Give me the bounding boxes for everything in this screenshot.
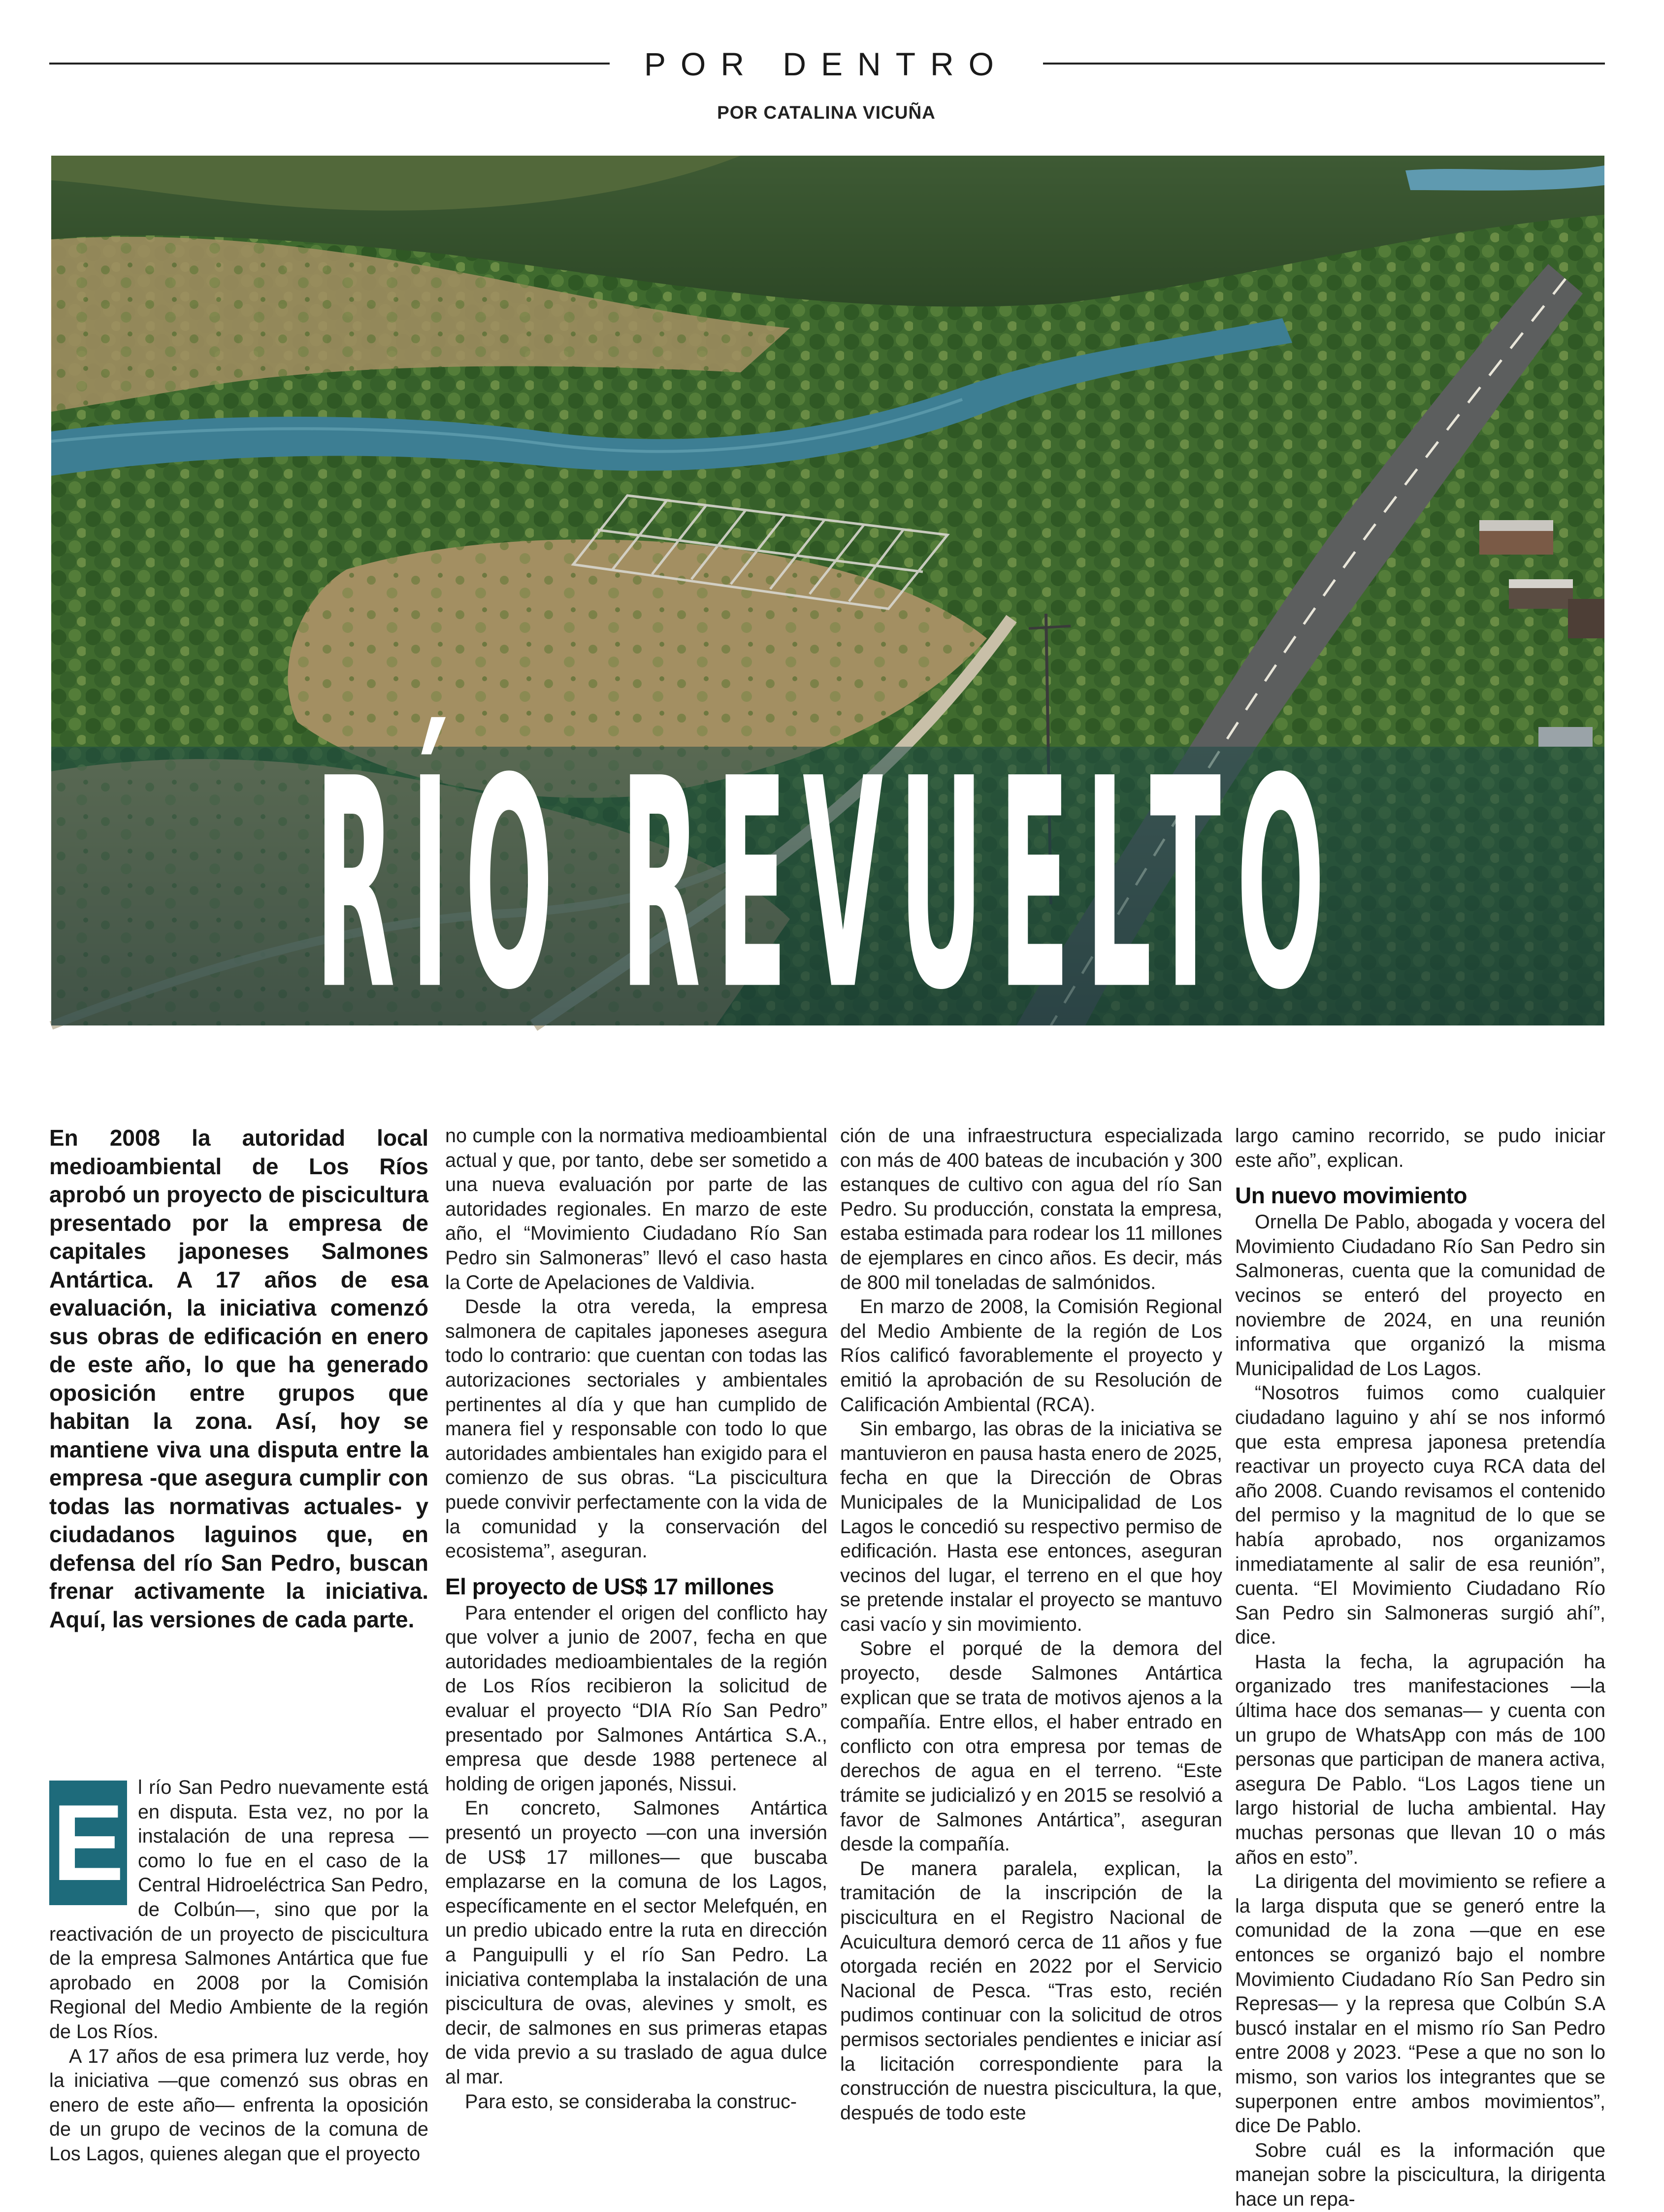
body-paragraph: largo camino recorrido, se pudo iniciar este año”, explican. xyxy=(1235,1125,1605,1171)
body-paragraph: “Nosotros fuimos como cualquier ciudadano laguino y ahí se nos informó que esta empresa japonesa pretendía reactivar un proyecto cuya RCA data del año 2008. Cuando revisamos el contenido del permiso y la magnitud de lo que se había aprobado, nos organizamos inmediatamente al salir de esa reunión”, cuenta. “El Movimiento Ciudadano Río San Pedro sin Salmoneras surgió ahí”, dice. xyxy=(1235,1382,1605,1649)
body-paragraph: Hasta la fecha, la agrupación ha organizado tres manifestaciones —la última hace dos semanas— y cuenta con un grupo de WhatsApp con más de 100 personas que participan de manera activa, asegura De Pablo. “Los Lagos tiene un largo historial de lucha ambiental. Hay muchas personas que llevan 10 o más años en esto”. xyxy=(1235,1651,1605,1868)
column-3 xyxy=(840,1124,1222,2139)
body-paragraph: La dirigenta del movimiento se refiere a la larga disputa que se generó entre la comunidad de la zona —que en ese entonces se organizó bajo el nombre Movimiento Ciudadano Río San Pedro sin Represas— y la represa que Colbún S.A buscó instalar en el mismo río San Pedro entre 2008 y 2023. “Pese a que no son lo mismo, son varios los integrantes que se superponen entre ambos movimientos”, dice De Pablo. xyxy=(1235,1871,1605,2137)
body-paragraph: ción de una infraestructura especializada con más de 400 bateas de incubación y 300 estanques de cultivo con agua del río San Pedro. Su producción, constata la empresa, estaba estimada para rodear los 11 millones de ejemplares en cinco años. Es decir, más de 800 mil toneladas de salmónidos. xyxy=(840,1125,1222,1293)
body-paragraph: A 17 años de esa primera luz verde, hoy la iniciativa —que comenzó sus obras en enero de este año— enfrenta la oposición de un grupo de vecinos de la comuna de Los Lagos, quienes alegan que el proyecto xyxy=(49,2045,428,2165)
article-opening xyxy=(49,1776,428,2167)
byline: POR CATALINA VICUÑA xyxy=(717,102,936,123)
lede-paragraph: En 2008 la autoridad local medioambiental de Los Ríos aprobó un proyecto de piscicultura presentado por la empresa de capitales japoneses Salmones Antártica. A 17 años de esa evaluación, la iniciativa comenzó sus obras de edificación en enero de este año, lo que ha generado oposición entre grupos que habitan la zona. Así, hoy se mantiene viva una disputa entre la empresa -que asegura cumplir con todas las normativas actuales- y ciudadanos laguinos que, en defensa del río San Pedro, buscan frenar activamente la iniciativa. Aquí, las versiones de cada parte. xyxy=(49,1125,428,1632)
subheading: Un nuevo movimiento xyxy=(1235,1183,1467,1209)
drop-cap: E xyxy=(49,1781,127,1905)
body-paragraph: no cumple con la normativa medioambiental actual y que, por tanto, debe ser sometido a una nueva evaluación por parte de las autoridades regionales. En marzo de este año, el “Movimiento Ciudadano Río San Pedro sin Salmoneras” llevó el caso hasta la Corte de Apelaciones de Valdivia. xyxy=(445,1125,827,1293)
subheading: El proyecto de US$ 17 millones xyxy=(445,1573,774,1599)
column-4 xyxy=(1235,1124,1605,2210)
aerial-river-photo xyxy=(51,156,1604,1025)
body-paragraph: Sin embargo, las obras de la iniciativa se mantuvieron en pausa hasta enero de 2025, fecha en que la Dirección de Obras Municipales de la Municipalidad de Los Lagos le concedió su respectivo permiso de edificación. Hasta ese entonces, aseguran vecinos del lugar, el terreno en el que hoy se pretende instalar el proyecto se mantuvo casi vacío y sin movimiento. xyxy=(840,1418,1222,1635)
body-paragraph: Para esto, se consideraba la construc- xyxy=(465,2090,797,2113)
body-paragraph: l río San Pedro nuevamente está en disputa. Esta vez, no por la instalación de una represa —como lo fue en el caso de la Central Hidroeléctrica San Pedro, de Colbún—, sino que por la reactivación de un proyecto de piscicultura de la empresa Salmones Antártica que fue aprobado en 2008 por la Comisión Regional del Medio Ambiente de la región de Los Ríos. xyxy=(49,1777,428,2043)
body-paragraph: En concreto, Salmones Antártica presentó un proyecto —con una inversión de US$ 17 millones— que buscaba emplazarse en la comuna de los Lagos, específicamente en el sector Melefquén, en un predio ubicado entre la ruta en dirección a Panguipulli y el río San Pedro. La iniciativa contemplaba la instalación de una piscicultura de ovas, alevines y smolt, es decir, de salmones en sus primeras etapas de vida previo a su traslado de agua dulce al mar. xyxy=(445,1797,827,2088)
header-rule-right xyxy=(1043,63,1605,65)
section-title: POR DENTRO xyxy=(644,46,1009,82)
body-paragraph: De manera paralela, explican, la tramitación de la inscripción de la piscicultura en el Registro Nacional de Acuicultura demoró cerca de 11 años y fue otorgada recién en 2022 por el Servicio Nacional de Pesca. “Tras esto, recién pudimos continuar con la solicitud de otros permisos sectoriales pendientes e iniciar así la licitación correspondiente para la construcción de nuestra piscicultura, la que, después de todo este xyxy=(840,1857,1222,2124)
header-rule-left xyxy=(49,63,610,65)
column-2 xyxy=(445,1124,827,2139)
body-paragraph: Ornella De Pablo, abogada y vocera del Movimiento Ciudadano Río San Pedro sin Salmoneras, cuenta que la comunidad de vecinos se enteró del proyecto en noviembre de 2024, en una reunión informativa que organizó la misma Municipalidad de Los Lagos. xyxy=(1235,1211,1605,1380)
body-paragraph: Sobre cuál es la información que manejan sobre la piscicultura, la dirigenta hace un repa- xyxy=(1235,2139,1605,2210)
headline-text: RÍO REVUELTO xyxy=(315,718,1341,1054)
body-paragraph: En marzo de 2008, la Comisión Regional del Medio Ambiente de la región de Los Ríos calificó favorablemente el proyecto y emitió la aprobación de su Resolución de Calificación Ambiental (RCA). xyxy=(840,1296,1222,1416)
body-paragraph: Desde la otra vereda, la empresa salmonera de capitales japoneses asegura todo lo contrario: que cuentan con todas las autorizaciones sectoriales y ambientales pertinentes al día y que han cumplido de manera fiel y responsable con todo lo que autoridades ambientales han exigido para el comienzo de sus obras. “La piscicultura puede convivir perfectamente con la vida de la comunidad y la conservación del ecosistema”, aseguran. xyxy=(445,1296,827,1562)
body-paragraph: Para entender el origen del conflicto hay que volver a junio de 2007, fecha en que autoridades medioambientales de la región de Los Ríos recibieron la solicitud de evaluar el proyecto “DIA Río San Pedro” presentado por Salmones Antártica S.A., empresa que desde 1988 pertenece al holding de origen japonés, Nissui. xyxy=(445,1602,827,1795)
column-1 xyxy=(49,1124,428,2165)
body-paragraph: Sobre el porqué de la demora del proyecto, desde Salmones Antártica explican que se trata de motivos ajenos a la compañía. Entre ellos, el haber entrado en conflicto con otra empresa por temas de derechos de agua en el terreno. “Este trámite se judicializó y en 2015 se resolvió a favor de Salmones Antártica”, aseguran desde la compañía. xyxy=(840,1638,1222,1855)
